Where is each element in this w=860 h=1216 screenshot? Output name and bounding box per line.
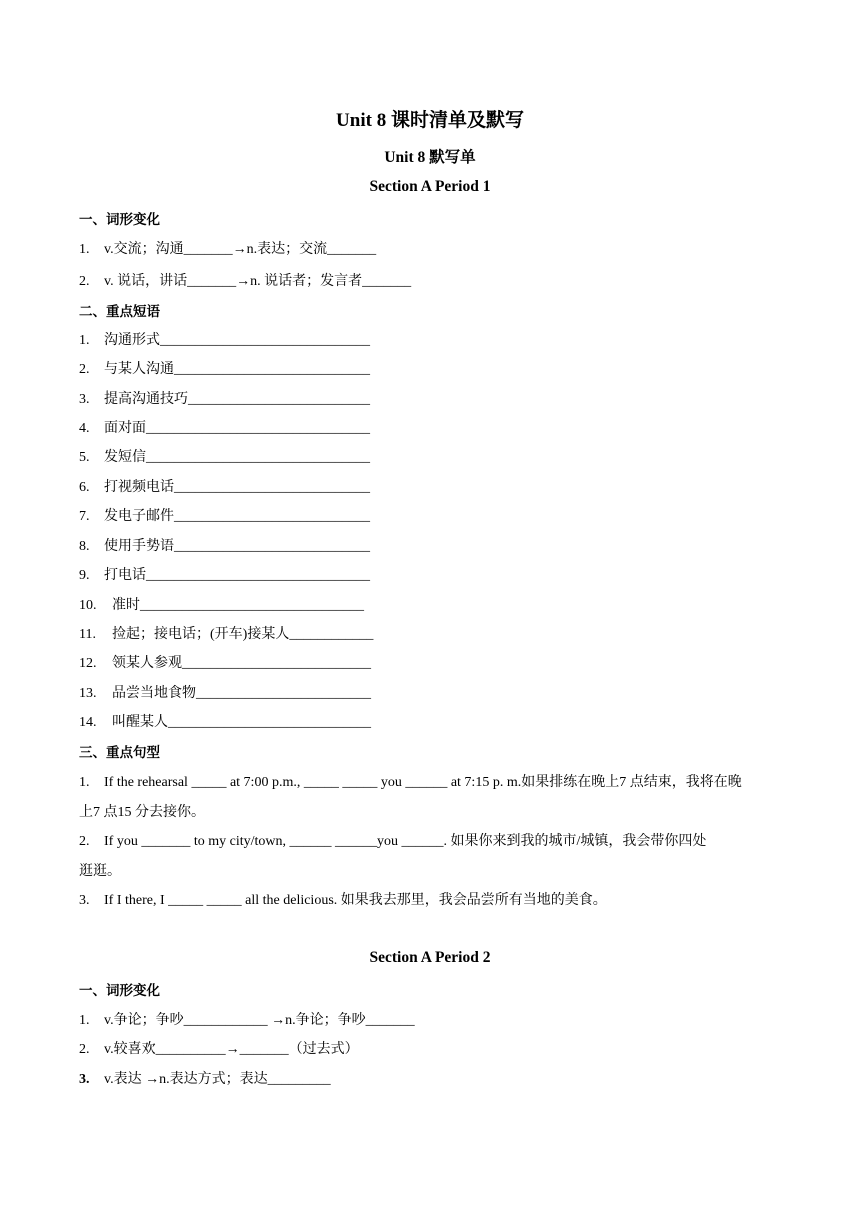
item-number: 1.	[79, 333, 90, 348]
list-item	[79, 652, 371, 672]
list-item	[79, 1038, 359, 1058]
list-item	[79, 535, 370, 555]
item-number: 7.	[79, 509, 90, 524]
item-text: 叫醒某人_____________________________	[112, 715, 371, 730]
sentence-line	[79, 771, 742, 791]
item-text: 准时________________________________	[112, 598, 364, 613]
item-text: v.交流；沟通_______→n.表达；交流_______	[104, 242, 377, 257]
item-number: 2.	[79, 834, 90, 849]
sentence-text: If I there, I _____ _____ all the delicious. 如果我去那里，我会品尝所有当地的美食。	[104, 893, 607, 908]
sentence-continuation: 逛逛。	[79, 864, 121, 879]
item-number: 10.	[79, 598, 97, 613]
list-item	[79, 682, 371, 702]
word-forms-heading: 一、词形变化	[79, 212, 160, 228]
item-text: 发电子邮件____________________________	[104, 509, 370, 524]
list-item	[79, 446, 370, 466]
phrases-heading: 二、重点短语	[79, 304, 160, 320]
section-heading: Section A Period 2	[369, 949, 491, 966]
list-item	[79, 476, 370, 496]
sentences-heading: 三、重点句型	[79, 745, 160, 761]
list-item	[79, 358, 370, 378]
item-number: 4.	[79, 421, 90, 436]
item-number: 3.	[79, 392, 90, 407]
page-subtitle: Unit 8 默写单	[384, 149, 476, 166]
item-number: 3.	[79, 893, 90, 908]
item-text: v.争论；争吵____________ →n.争论；争吵_______	[104, 1013, 415, 1028]
list-item	[79, 711, 371, 731]
item-number: 13.	[79, 686, 97, 701]
page-title: Unit 8 课时清单及默写	[336, 110, 524, 131]
list-item	[79, 1068, 331, 1088]
list-item	[79, 505, 370, 525]
list-item	[79, 564, 370, 584]
item-number: 1.	[79, 242, 90, 257]
item-text: 打视频电话____________________________	[104, 480, 370, 495]
item-text: v.表达 →n.表达方式；表达_________	[104, 1072, 331, 1087]
item-number: 2.	[79, 274, 90, 289]
list-item	[79, 270, 411, 290]
list-item	[79, 417, 370, 437]
sentence-line	[79, 889, 607, 909]
list-item	[79, 329, 370, 349]
list-item	[79, 623, 373, 643]
item-text: v.较喜欢__________→_______（过去式）	[104, 1042, 359, 1057]
item-number: 6.	[79, 480, 90, 495]
sentence-text: If you _______ to my city/town, ______ ______you ______. 如果你来到我的城市/城镇，我会带你四处	[104, 834, 707, 849]
item-text: 沟通形式______________________________	[104, 333, 370, 348]
item-number: 2.	[79, 362, 90, 377]
item-number: 3.	[79, 1072, 90, 1087]
item-number: 11.	[79, 627, 96, 642]
item-number: 12.	[79, 656, 97, 671]
item-text: 面对面________________________________	[104, 421, 370, 436]
list-item	[79, 388, 370, 408]
item-number: 1.	[79, 775, 90, 790]
item-number: 1.	[79, 1013, 90, 1028]
item-text: v. 说话，讲话_______→n. 说话者；发言者_______	[104, 274, 412, 289]
item-text: 打电话________________________________	[104, 568, 370, 583]
sentence-text: If the rehearsal _____ at 7:00 p.m., _____ _____ you ______ at 7:15 p. m.如果排练在晚上7 点结束，我将在晚	[104, 775, 742, 790]
item-number: 8.	[79, 539, 90, 554]
list-item	[79, 1009, 415, 1029]
item-number: 14.	[79, 715, 97, 730]
sentence-line	[79, 830, 706, 850]
item-text: 捡起；接电话；(开车)接某人____________	[112, 627, 374, 642]
item-text: 提高沟通技巧__________________________	[104, 392, 370, 407]
item-number: 5.	[79, 450, 90, 465]
item-text: 领某人参观___________________________	[112, 656, 371, 671]
item-number: 9.	[79, 568, 90, 583]
section-heading: Section A Period 1	[369, 178, 491, 195]
word-forms-heading: 一、词形变化	[79, 983, 160, 999]
list-item	[79, 238, 376, 258]
item-number: 2.	[79, 1042, 90, 1057]
item-text: 品尝当地食物_________________________	[112, 686, 371, 701]
sentence-continuation: 上7 点15 分去接你。	[79, 805, 205, 820]
item-text: 与某人沟通____________________________	[104, 362, 370, 377]
item-text: 发短信________________________________	[104, 450, 370, 465]
item-text: 使用手势语____________________________	[104, 539, 370, 554]
list-item	[79, 594, 364, 614]
